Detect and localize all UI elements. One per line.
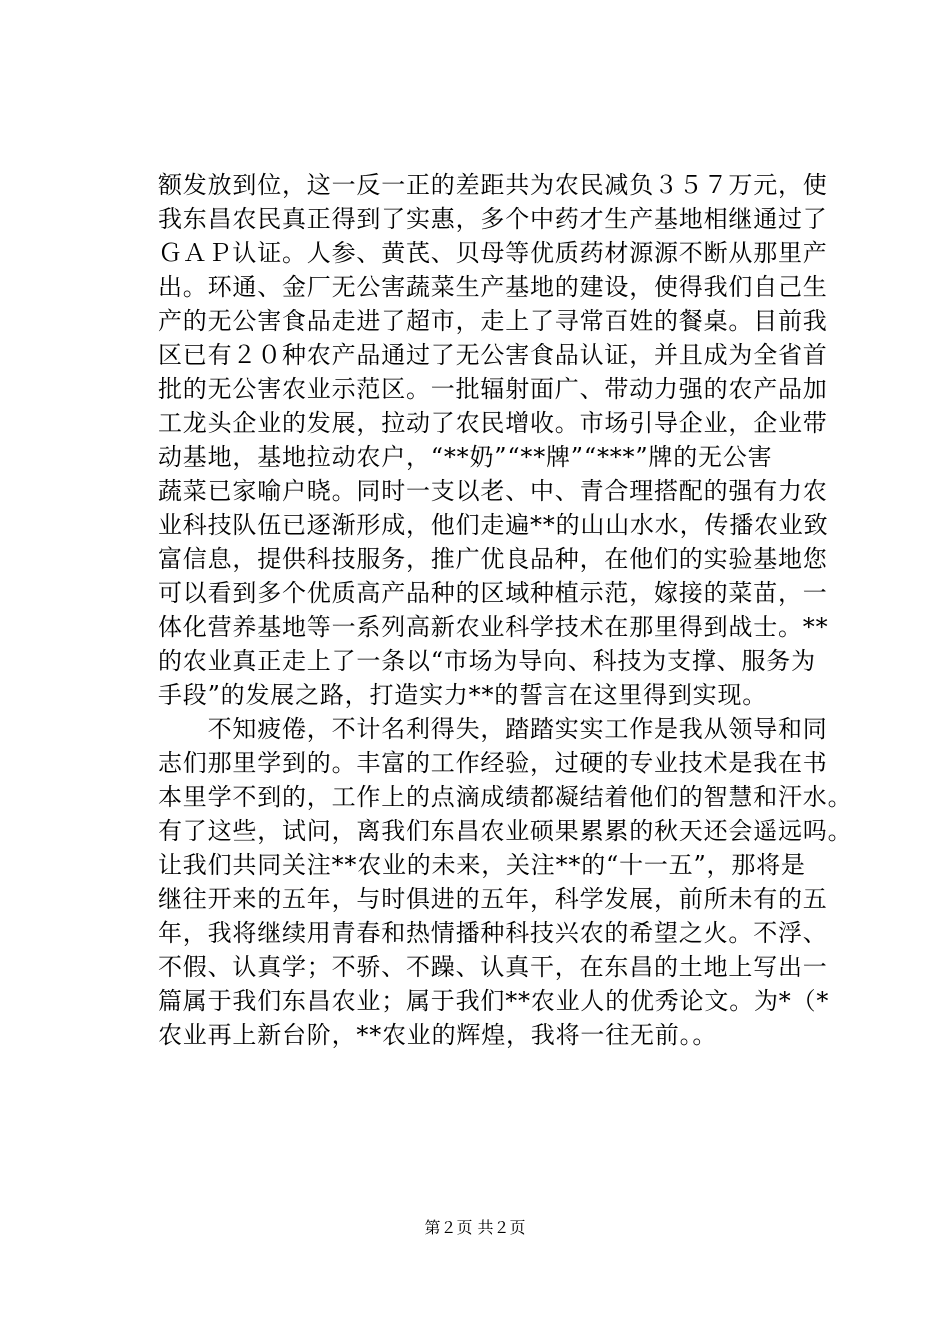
text-line: 本里学不到的，工作上的点滴成绩都凝结着他们的智慧和汗水。 <box>158 783 853 811</box>
text-line: 可以看到多个优质高产品种的区域种植示范，嫁接的菜苗，一 <box>158 579 828 607</box>
text-line: ＧＡＰ认证。人参、黄芪、贝母等优质药材源源不断从那里产 <box>158 239 828 267</box>
text-line: 年，我将继续用青春和热情播种科技兴农的希望之火。不浮、 <box>158 919 828 947</box>
text-line: 我东昌农民真正得到了实惠，多个中药才生产基地相继通过了 <box>158 205 828 233</box>
text-line: 出。环通、金厂无公害蔬菜生产基地的建设，使得我们自己生 <box>158 273 828 301</box>
text-line: 篇属于我们东昌农业；属于我们**农业人的优秀论文。为*（* <box>158 987 830 1015</box>
text-line: 体化营养基地等一系列高新农业科学技术在那里得到战士。** <box>158 613 829 641</box>
text-line: 志们那里学到的。丰富的工作经验，过硬的专业技术是我在书 <box>158 749 828 777</box>
document-body <box>158 168 853 1052</box>
text-line: 的农业真正走上了一条以“市场为导向、科技为支撑、服务为 <box>158 647 816 675</box>
text-line: 区已有２０种农产品通过了无公害食品认证，并且成为全省首 <box>158 341 828 369</box>
paragraph-1 <box>158 168 838 712</box>
text-line: 动基地，基地拉动农户，“**奶”“**牌”“***”牌的无公害 <box>158 443 773 471</box>
text-line: 富信息，提供科技服务，推广优良品种，在他们的实验基地您 <box>158 545 828 573</box>
text-line: 手段”的发展之路，打造实力**的誓言在这里得到实现。 <box>158 681 768 709</box>
paragraph-2 <box>158 712 853 1052</box>
text-line: 工龙头企业的发展，拉动了农民增收。市场引导企业，企业带 <box>158 409 828 437</box>
text-line: 产的无公害食品走进了超市，走上了寻常百姓的餐桌。目前我 <box>158 307 828 335</box>
text-line: 批的无公害农业示范区。一批辐射面广、带动力强的农产品加 <box>158 375 828 403</box>
text-line: 农业再上新台阶，**农业的辉煌，我将一往无前。。 <box>158 1021 718 1049</box>
page-number-footer: 第２页 共２页 <box>424 1218 526 1237</box>
text-line: 有了这些，试问，离我们东昌农业硕果累累的秋天还会遥远吗。 <box>158 817 853 845</box>
text-line: 不假、认真学；不骄、不躁、认真干，在东昌的土地上写出一 <box>158 953 828 981</box>
text-line: 不知疲倦，不计名利得失，踏踏实实工作是我从领导和同 <box>158 715 828 743</box>
text-line: 让我们共同关注**农业的未来，关注**的“十一五”，那将是 <box>158 851 806 879</box>
text-line: 业科技队伍已逐渐形成，他们走遍**的山山水水，传播农业致 <box>158 511 829 539</box>
text-line: 额发放到位，这一反一正的差距共为农民减负３５７万元，使 <box>158 171 828 199</box>
text-line: 蔬菜已家喻户晓。同时一支以老、中、青合理搭配的强有力农 <box>158 477 828 505</box>
text-line: 继往开来的五年，与时俱进的五年，科学发展，前所未有的五 <box>158 885 828 913</box>
